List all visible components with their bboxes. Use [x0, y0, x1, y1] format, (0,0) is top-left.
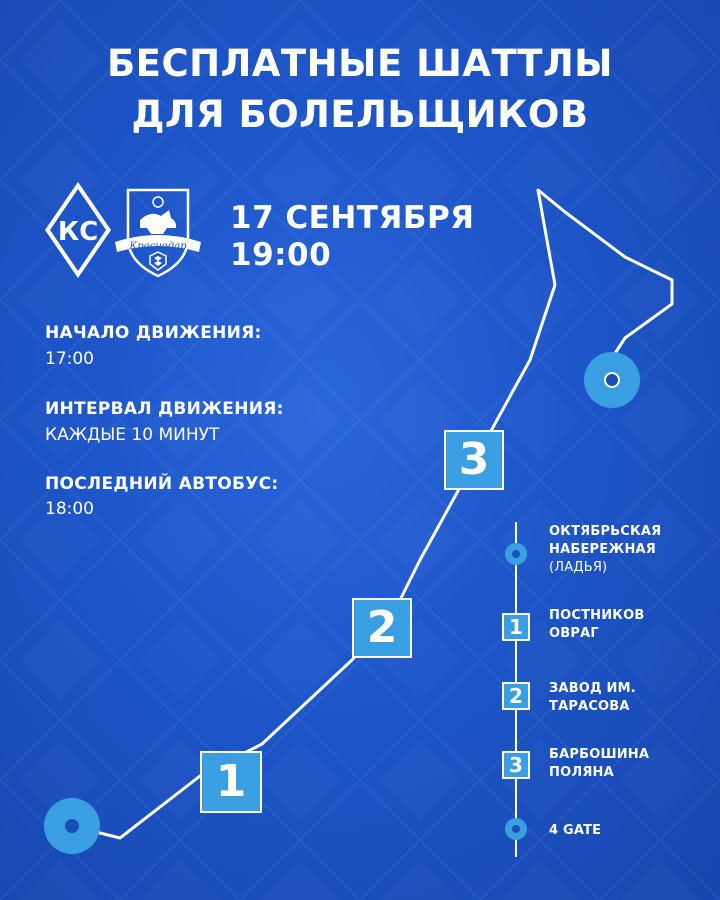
- interval-value: КАЖДЫЕ 10 МИНУТ: [45, 425, 220, 445]
- legend-stop-4-gate: [549, 822, 601, 840]
- start-time-value: 17:00: [45, 349, 94, 369]
- legend-stop-line: ОВРАГ: [549, 626, 599, 641]
- route-line: [72, 190, 672, 838]
- route-stop-marker-1: 1: [200, 751, 262, 813]
- legend-stop-oktyabrskaya: [549, 523, 661, 577]
- legend-stop-line: ПОСТНИКОВ: [549, 608, 645, 623]
- match-date: 17 СЕНТЯБРЯ: [230, 200, 475, 236]
- legend-stop-line: ПОЛЯНА: [549, 765, 614, 780]
- legend-stop-line: ТАРАСОВА: [549, 699, 630, 714]
- route-end-dot: [584, 352, 640, 408]
- legend-stop-line: НАБЕРЕЖНАЯ: [549, 542, 657, 557]
- last-bus-label: ПОСЛЕДНИЙ АВТОБУС:: [45, 474, 279, 494]
- poster-title-line-1: БЕСПЛАТНЫЕ ШАТТЛЫ: [106, 42, 614, 85]
- legend-stop-line: БАРБОШИНА: [549, 747, 650, 762]
- krasnodar-wordmark: Краснодар: [129, 241, 187, 252]
- poster-title-line-2: ДЛЯ БОЛЕЛЬЩИКОВ: [131, 93, 589, 136]
- legend-stop-barboshina: [549, 746, 649, 782]
- legend-marker-3: 3: [502, 751, 530, 779]
- match-time: 19:00: [230, 237, 332, 273]
- route-stop-marker-3: 3: [444, 430, 504, 490]
- legend-stop-postnikov: [549, 607, 645, 643]
- legend-stop-line: ОКТЯБРЬСКАЯ: [549, 524, 662, 539]
- route-stop-marker-2: 2: [352, 598, 412, 658]
- legend-marker-2: 2: [502, 682, 530, 710]
- last-bus-value: 18:00: [45, 499, 94, 519]
- krylia-sovetov-monogram: КС: [57, 217, 99, 247]
- legend-stop-line: ЗАВОД ИМ.: [549, 681, 636, 696]
- legend-dot-first: [505, 543, 527, 565]
- legend-stop-line: 4 GATE: [549, 823, 602, 838]
- legend-marker-1: 1: [502, 613, 530, 641]
- interval-label: ИНТЕРВАЛ ДВИЖЕНИЯ:: [45, 399, 284, 419]
- legend-stop-zavod: [549, 680, 636, 716]
- legend-stop-subtitle: (ЛАДЬЯ): [549, 560, 608, 575]
- route-start-dot: [44, 798, 100, 854]
- legend-dot-last: [505, 818, 527, 840]
- start-time-label: НАЧАЛО ДВИЖЕНИЯ:: [45, 323, 262, 343]
